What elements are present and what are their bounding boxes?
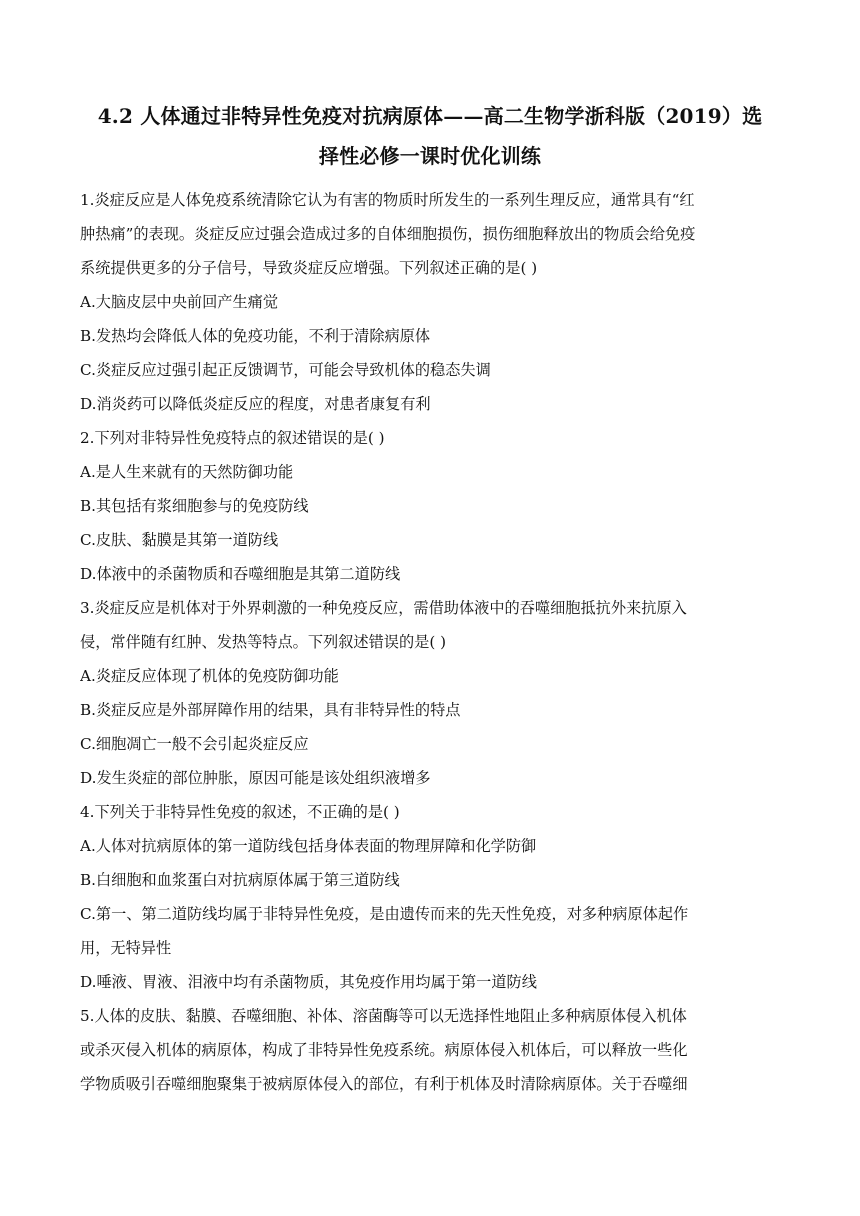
option-b: B.发热均会降低人体的免疫功能，不利于清除病原体 xyxy=(80,327,431,345)
option-a: A.人体对抗病原体的第一道防线包括身体表面的物理屏障和化学防御 xyxy=(80,837,537,855)
question-2 xyxy=(80,421,780,591)
question-stem-line: 2.下列对非特异性免疫特点的叙述错误的是( ) xyxy=(80,429,385,447)
question-stem-line: 3.炎症反应是机体对于外界刺激的一种免疫反应，需借助体液中的吞噬细胞抵抗外来抗原入 xyxy=(80,599,687,617)
option-b: B.白细胞和血浆蛋白对抗病原体属于第三道防线 xyxy=(80,871,400,889)
question-3 xyxy=(80,591,780,795)
question-4 xyxy=(80,795,780,999)
option-b: B.炎症反应是外部屏障作用的结果，具有非特异性的特点 xyxy=(80,701,461,719)
question-stem-line: 或杀灭侵入机体的病原体，构成了非特异性免疫系统。病原体侵入机体后，可以释放一些化 xyxy=(80,1041,688,1059)
question-stem-line: 5.人体的皮肤、黏膜、吞噬细胞、补体、溶菌酶等可以无选择性地阻止多种病原体侵入机体 xyxy=(80,1007,687,1025)
option-c: C.炎症反应过强引起正反馈调节，可能会导致机体的稳态失调 xyxy=(80,361,491,379)
option-b: B.其包括有浆细胞参与的免疫防线 xyxy=(80,497,309,515)
question-stem-line: 学物质吸引吞噬细胞聚集于被病原体侵入的部位，有利于机体及时清除病原体。关于吞噬细 xyxy=(80,1075,688,1093)
option-c-continued: 用，无特异性 xyxy=(80,939,172,957)
option-a: A.大脑皮层中央前回产生痛觉 xyxy=(80,293,279,311)
option-d: D.消炎药可以降低炎症反应的程度，对患者康复有利 xyxy=(80,395,431,413)
question-stem-line: 肿热痛”的表现。炎症反应过强会造成过多的自体细胞损伤，损伤细胞释放出的物质会给免疫 xyxy=(80,225,696,243)
option-d: D.体液中的杀菌物质和吞噬细胞是其第二道防线 xyxy=(80,565,401,583)
option-d: D.唾液、胃液、泪液中均有杀菌物质，其免疫作用均属于第一道防线 xyxy=(80,973,537,991)
title-line: 择性必修一课时优化训练 xyxy=(318,144,542,168)
question-stem-line: 系统提供更多的分子信号，导致炎症反应增强。下列叙述正确的是( ) xyxy=(80,259,538,277)
question-5 xyxy=(80,999,780,1101)
option-c: C.第一、第二道防线均属于非特异性免疫，是由遗传而来的先天性免疫，对多种病原体起作 xyxy=(80,905,689,923)
question-stem-line: 1.炎症反应是人体免疫系统清除它认为有害的物质时所发生的一系列生理反应，通常具有“红 xyxy=(80,191,695,209)
option-c: C.皮肤、黏膜是其第一道防线 xyxy=(80,531,279,549)
option-c: C.细胞凋亡一般不会引起炎症反应 xyxy=(80,735,309,753)
question-list xyxy=(80,183,780,1101)
option-a: A.是人生来就有的天然防御功能 xyxy=(80,463,294,481)
option-a: A.炎症反应体现了机体的免疫防御功能 xyxy=(80,667,339,685)
title-line: 4.2 人体通过非特异性免疫对抗病原体——高二生物学浙科版（2019）选 xyxy=(97,104,763,128)
question-stem-line: 4.下列关于非特异性免疫的叙述，不正确的是( ) xyxy=(80,803,400,821)
question-1 xyxy=(80,183,780,421)
question-stem-line: 侵，常伴随有红肿、发热等特点。下列叙述错误的是( ) xyxy=(80,633,446,651)
option-d: D.发生炎症的部位肿胀，原因可能是该处组织液增多 xyxy=(80,769,431,787)
document-title xyxy=(80,96,780,176)
